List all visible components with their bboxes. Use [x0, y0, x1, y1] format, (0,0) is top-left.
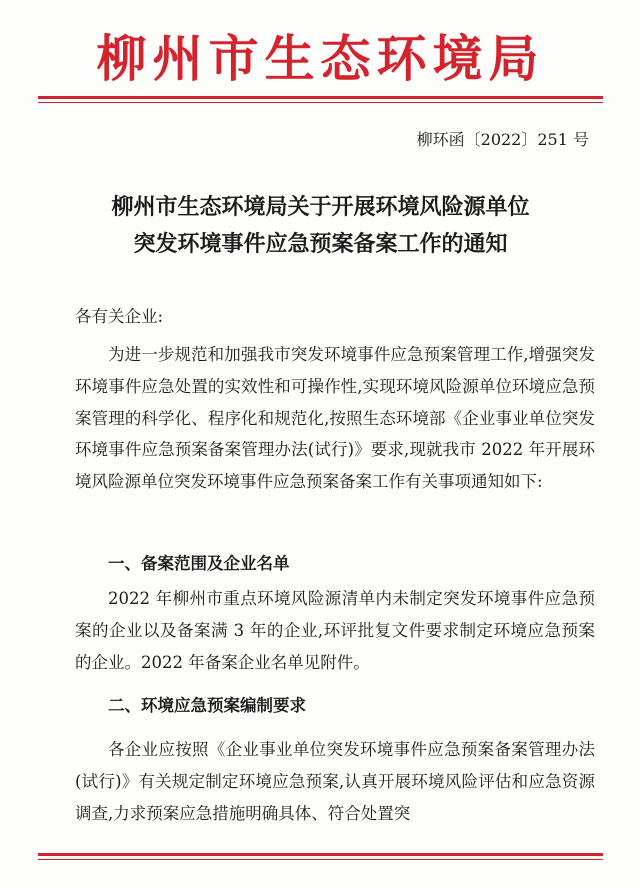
document-number: 柳环函〔2022〕251 号 [416, 130, 589, 149]
section-1-paragraph: 2022 年柳州市重点环境风险源清单内未制定突发环境事件应急预案的企业以及备案满 3 年的企业,环评批复文件要求制定环境应急预案的企业。2022 年备案企业名单见附件。 [75, 589, 595, 672]
letterhead-red-rule-thin [38, 102, 603, 103]
footer-red-rule [38, 853, 603, 856]
footer-red-rule-thin [38, 859, 603, 860]
document-title-line-2: 突发环境事件应急预案备案工作的通知 [133, 231, 508, 257]
section-2-paragraph: 各企业应按照《企业事业单位突发环境事件应急预案备案管理办法(试行)》有关规定制定环境应急预案,认真开展环境风险评估和应急资源调查,力求预案应急措施明确具体、符合处置突 [75, 740, 595, 823]
section-1-heading: 一、备案范围及企业名单 [108, 554, 290, 573]
letterhead-red-rule [38, 96, 603, 99]
salutation: 各有关企业: [75, 307, 164, 326]
intro-paragraph: 为进一步规范和加强我市突发环境事件应急预案管理工作,增强突发环境事件应急处置的实效性和可操作性,实现环境风险源单位环境应急预案管理的科学化、程序化和规范化,按照生态环境部《企业事业单位突发环境事件应急预案备案管理办法(试行)》要求,现就我市 2022 年开展环境风险源单位突发环境事件应急预案备案工作有关事项通知如下: [75, 345, 595, 492]
section-2-heading: 二、环境应急预案编制要求 [108, 696, 306, 715]
document-title-line-1: 柳州市生态环境局关于开展环境风险源单位 [111, 194, 530, 220]
letterhead-org-name: 柳州市生态环境局 [96, 29, 545, 88]
